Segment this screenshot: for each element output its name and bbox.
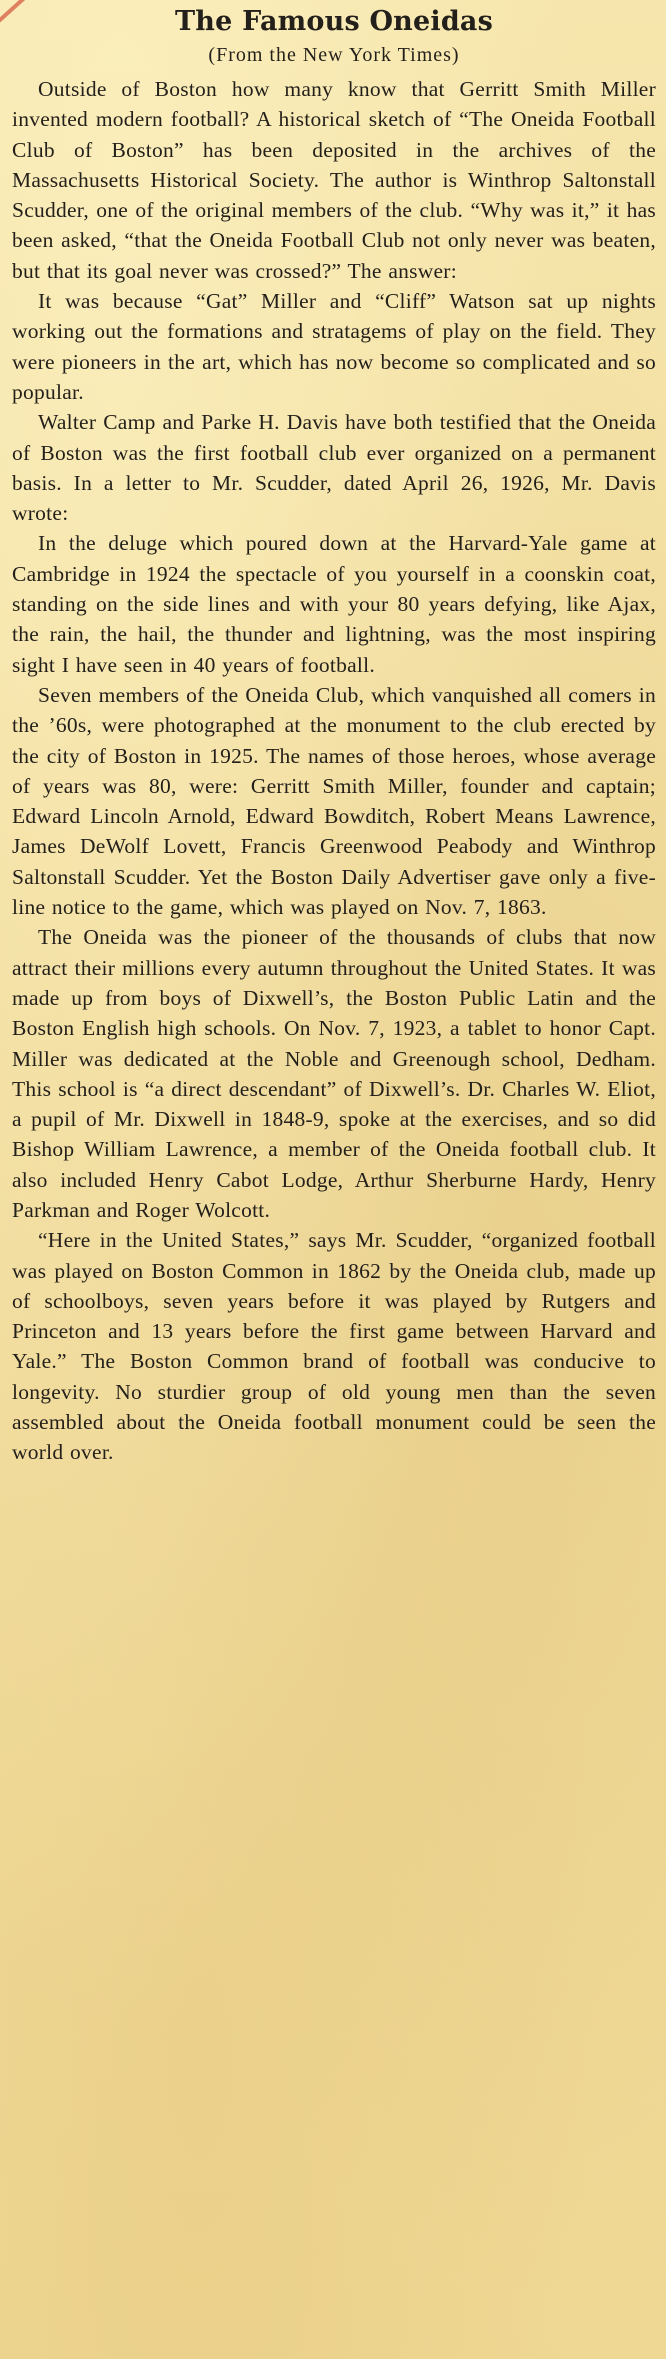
article-paragraph-6: The Oneida was the pioneer of the thousands of clubs that now attract their millions every autumn throughout the United States. It was made up from boys of Dixwell’s, the Boston Public Latin and the Boston English high schools. On Nov. 7, 1923, a tablet to honor Capt. Miller was dedicated at the Noble and Greenough school, Dedham. This school is “a direct descendant” of Dixwell’s. Dr. Charles W. Eliot, a pupil of Mr. Dixwell in 1848-9, spoke at the exercises, and so did Bishop William Lawrence, a member of the Oneida football club. It also included Henry Cabot Lodge, Arthur Sherburne Hardy, Henry Parkman and Roger Wolcott.	[12, 925, 656, 1222]
article-paragraph-2: It was because “Gat” Miller and “Cliff” Watson sat up nights working out the formations and stratagems of play on the field. They were pioneers in the art, which has now become so complicated and so popular.	[12, 289, 656, 404]
article-body	[12, 74, 656, 1468]
article-paragraph-5: Seven members of the Oneida Club, which vanquished all comers in the ’60s, were photographed at the monument to the club erected by the city of Boston in 1925. The names of those heroes, whose average of years was 80, were: Gerritt Smith Miller, founder and captain; Edward Lincoln Arnold, Edward Bowditch, Robert Means Lawrence, James DeWolf Lovett, Francis Greenwood Peabody and Winthrop Saltonstall Scudder. Yet the Boston Daily Advertiser gave only a five-line notice to the game, which was played on Nov. 7, 1863.	[12, 682, 656, 920]
article-paragraph-4-quoted-letter: In the deluge which poured down at the Harvard-Yale game at Cambridge in 1924 the spectacle of you yourself in a coonskin coat, standing on the side lines and with your 80 years defying, like Ajax, the rain, the hail, the thunder and lightning, was the most inspiring sight I have seen in 40 years of football.	[12, 531, 656, 677]
article-paragraph-7: “Here in the United States,” says Mr. Scudder, “organized football was played on Boston Common in 1862 by the Oneida club, made up of schoolboys, seven years before it was played by Rutgers and Princeton and 13 years before the first game between Harvard and Yale.” The Boston Common brand of football was conducive to longevity. No sturdier group of old young men than the seven assembled about the Oneida football monument could be seen the world over.	[12, 1228, 656, 1465]
article-headline: The Famous Oneidas	[174, 6, 494, 37]
article-paragraph-1: Outside of Boston how many know that Gerritt Smith Miller invented modern football? A historical sketch of “The Oneida Football Club of Boston” has been deposited in the archives of the Massachusetts Historical Society. The author is Winthrop Saltonstall Scudder, one of the original members of the club. “Why was it,” it has been asked, “that the Oneida Football Club not only never was beaten, but that its goal never was crossed?” The answer:	[12, 77, 656, 283]
article-paragraph-3: Walter Camp and Parke H. Davis have both testified that the Oneida of Boston was the first football club ever organized on a permanent basis. In a letter to Mr. Scudder, dated April 26, 1926, Mr. Davis wrote:	[12, 410, 656, 526]
article-source: (From the New York Times)	[208, 44, 460, 66]
